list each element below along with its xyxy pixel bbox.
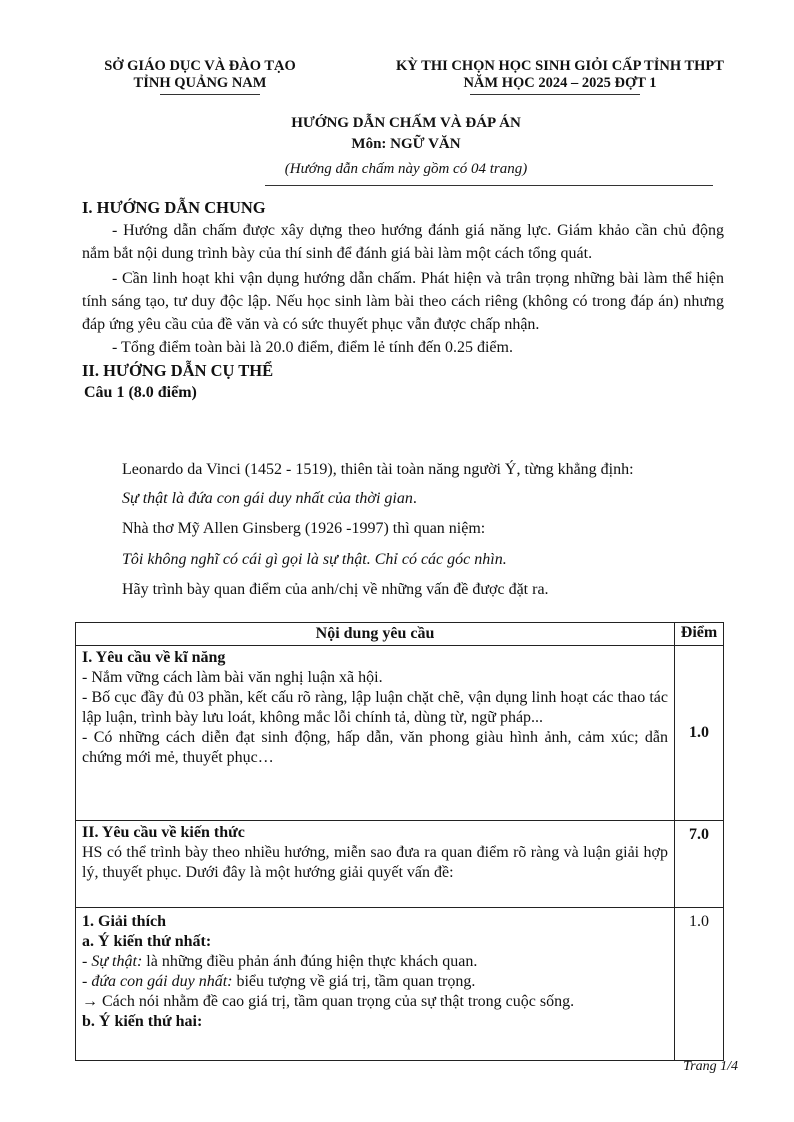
explanation-title: 1. Giải thích xyxy=(82,913,167,930)
explanation-score: 1.0 xyxy=(675,908,724,1061)
issuer-block xyxy=(80,58,320,92)
explanation-content-cell xyxy=(76,908,675,1061)
opinion-1-line-3: → Cách nói nhằm đề cao giá trị, tầm quan trọng của sự thật trong cuộc sống. xyxy=(82,993,575,1010)
opinion-1-line-2: - đứa con gái duy nhất: biểu tượng về giá trị, tầm quan trọng. xyxy=(82,973,476,990)
quote-2-text: Tôi không nghĩ có cái gì gọi là sự thật. Chỉ có các góc nhìn. xyxy=(122,551,507,568)
table-row-knowledge xyxy=(76,821,724,908)
header-content-cell: Nội dung yêu cầu xyxy=(76,623,675,646)
skills-title: I. Yêu cầu về kĩ năng xyxy=(82,649,226,666)
exam-block xyxy=(368,58,752,92)
term-truth: Sự thật: xyxy=(91,953,143,970)
knowledge-title: II. Yêu cầu về kiến thức xyxy=(82,824,245,841)
header-score-cell: Điểm xyxy=(675,623,724,646)
guidance-paragraph-1: - Hướng dẫn chấm được xây dựng theo hướng đánh giá năng lực. Giám khảo cần chủ động nắm bắt nội dung trình bày của thí sinh để đánh giá bài làm một cách tổng quát. xyxy=(82,222,724,262)
scoring-table xyxy=(75,622,724,1061)
term-only-daughter: đứa con gái duy nhất: xyxy=(91,973,233,990)
guidance-paragraph-3: - Tổng điểm toàn bài là 20.0 điểm, điểm lẻ tính đến 0.25 điểm. xyxy=(112,339,513,356)
opinion-1-title: a. Ý kiến thứ nhất: xyxy=(82,933,212,950)
skills-line-1: - Nắm vững cách làm bài văn nghị luận xã hội. xyxy=(82,669,383,686)
table-row-skills xyxy=(76,646,724,821)
guidance-paragraph-2: - Cần linh hoạt khi vận dụng hướng dẫn chấm. Phát hiện và trân trọng những bài làm thể hiện tính sáng tạo, tư duy độc lập. Nếu học sinh làm bài theo cách riêng (không có trong đáp án) nhưng đáp ứng yêu cầu của đề văn và có sức thuyết phục vẫn được chấp nhận. xyxy=(82,270,724,333)
question-quote-1 xyxy=(122,488,732,510)
exam-year: NĂM HỌC 2024 – 2025 ĐỢT 1 xyxy=(463,75,657,91)
title-divider xyxy=(265,185,713,186)
quote-1-text: Sự thật là đứa con gái duy nhất của thời gian xyxy=(122,490,413,507)
skills-line-3: - Có những cách diễn đạt sinh động, hấp dẫn, văn phong giàu hình ảnh, cảm xúc; dẫn chứng mới mẻ, thuyết phục… xyxy=(82,729,668,766)
knowledge-line-1: HS có thể trình bày theo nhiều hướng, miễn sao đưa ra quan điểm rõ ràng và luận giải hợp lý, thuyết phục. Dưới đây là một hướng giải quyết vấn đề: xyxy=(82,844,668,881)
general-guidance xyxy=(82,196,724,403)
skills-content-cell xyxy=(76,646,675,821)
issuer-underline xyxy=(160,94,260,95)
exam-underline xyxy=(470,94,640,95)
issuer-department: SỞ GIÁO DỤC VÀ ĐÀO TẠO xyxy=(104,58,296,74)
document-title: HƯỚNG DẪN CHẤM VÀ ĐÁP ÁN xyxy=(291,115,521,131)
question-title: Câu 1 (8.0 điểm) xyxy=(84,384,197,401)
opinion-2-title: b. Ý kiến thứ hai: xyxy=(82,1013,203,1030)
table-header-row xyxy=(76,623,724,646)
skills-line-2: - Bố cục đầy đủ 03 phần, kết cấu rõ ràng, lập luận chặt chẽ, vận dụng linh hoạt các thao tác lập luận, trình bày lưu loát, không mắc lỗi chính tả, dùng từ, ngữ pháp... xyxy=(82,689,668,726)
question-line-3: Hãy trình bày quan điểm của anh/chị về những vấn đề được đặt ra. xyxy=(122,581,549,598)
page-count-note: (Hướng dẫn chấm này gồm có 04 trang) xyxy=(284,161,528,177)
section-heading-specific: II. HƯỚNG DẪN CỤ THỂ xyxy=(82,361,274,380)
knowledge-content-cell xyxy=(76,821,675,908)
question-line-2: Nhà thơ Mỹ Allen Ginsberg (1926 -1997) thì quan niệm: xyxy=(122,520,486,537)
exam-name: KỲ THI CHỌN HỌC SINH GIỎI CẤP TỈNH THPT xyxy=(396,58,724,74)
opinion-1-line-1: - Sự thật: là những điều phản ánh đúng hiện thực khách quan. xyxy=(82,953,478,970)
quote-1-period: . xyxy=(412,490,417,507)
question-line-1: Leonardo da Vinci (1452 - 1519), thiên tài toàn năng người Ý, từng khẳng định: xyxy=(122,461,634,478)
subject-label: Môn: NGỮ VĂN xyxy=(351,136,461,152)
table-row-explanation xyxy=(76,908,724,1061)
page-number: Trang 1/4 xyxy=(683,1059,738,1074)
section-heading-general: I. HƯỚNG DẪN CHUNG xyxy=(82,198,266,217)
knowledge-score: 7.0 xyxy=(675,821,724,908)
term-only-daughter-definition: biểu tượng về giá trị, tầm quan trọng. xyxy=(232,973,476,990)
issuer-province: TỈNH QUẢNG NAM xyxy=(133,75,267,91)
skills-score: 1.0 xyxy=(675,646,724,821)
question-quote-2 xyxy=(122,549,732,571)
term-truth-definition: là những điều phản ánh đúng hiện thực khách quan. xyxy=(142,953,478,970)
